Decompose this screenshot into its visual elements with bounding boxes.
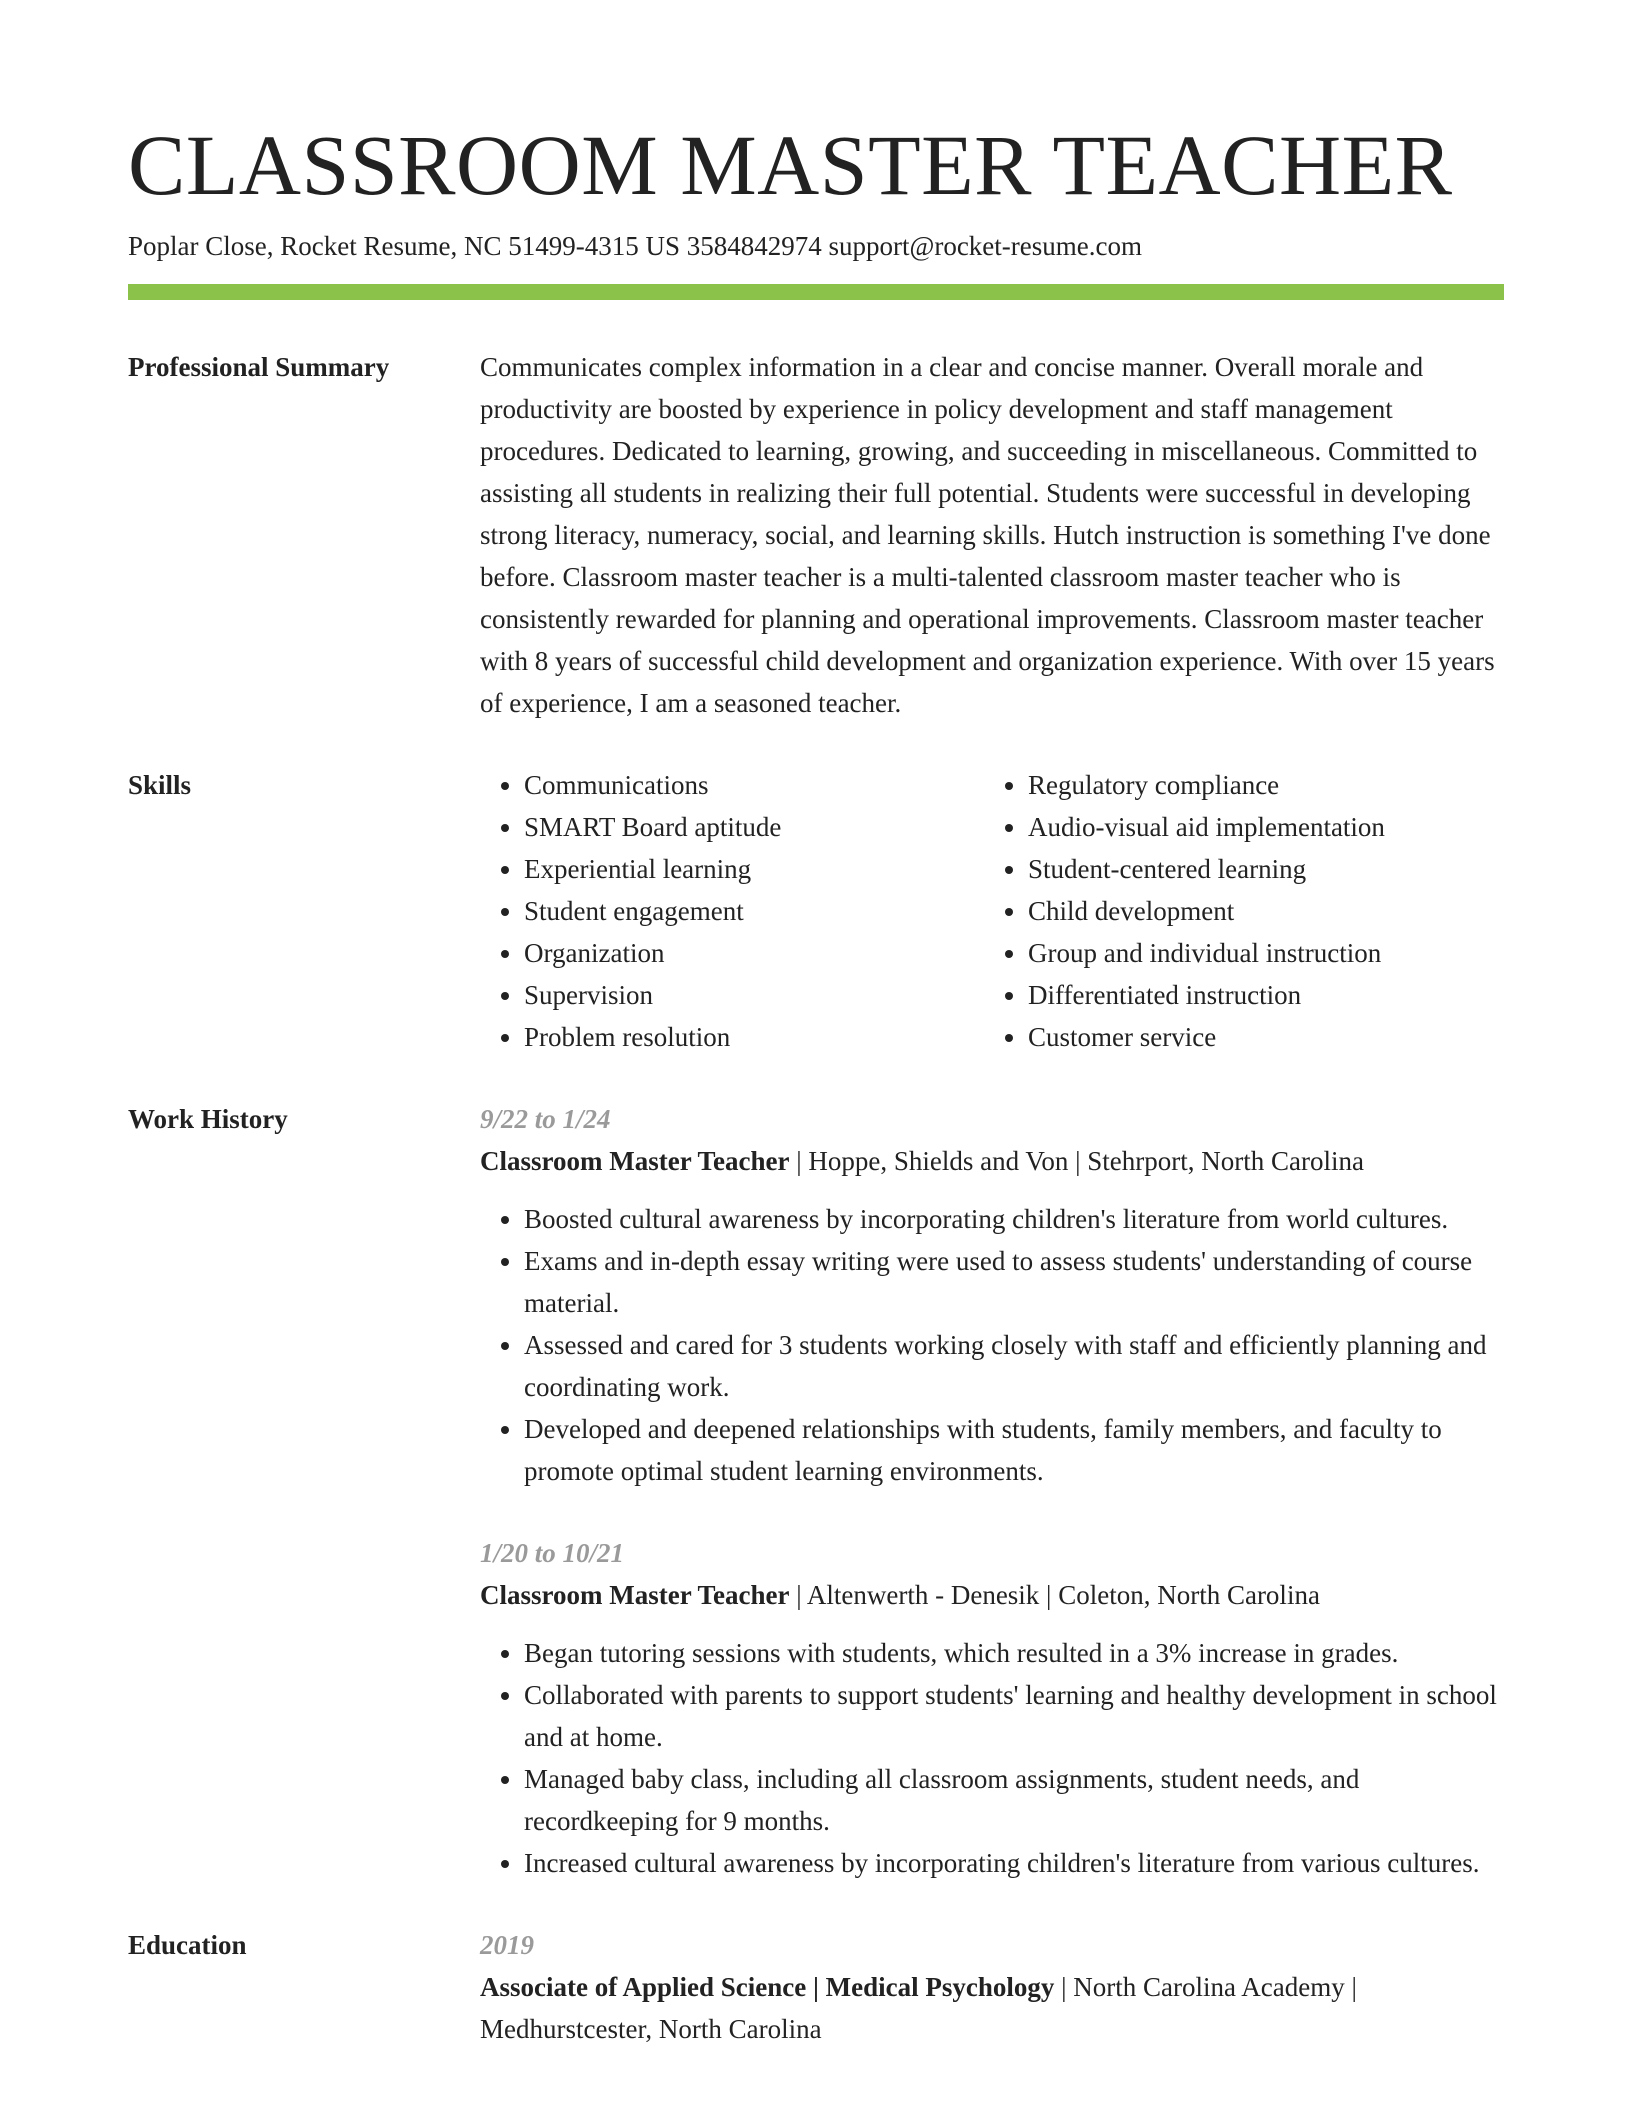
skills-section	[128, 764, 1504, 1058]
summary-text: Communicates complex information in a clear and concise manner. Overall morale and productivity are boosted by experience in policy development and staff management procedures. Dedicated to learning, growing, and succeeding in miscellaneous. Committed to assisting all students in realizing their full potential. Students were successful in developing strong literacy, numeracy, social, and learning skills. Hutch instruction is something I've done before. Classroom master teacher is a multi-talented classroom master teacher who is consistently rewarded for planning and operational improvements. Classroom master teacher with 8 years of successful child development and organization experience. With over 15 years of experience, I am a seasoned teacher.	[480, 351, 1495, 718]
summary-label: Professional Summary	[128, 351, 390, 382]
job-bullets	[480, 1632, 1504, 1884]
work-history-label: Work History	[128, 1103, 288, 1134]
job-employer-location: | Hoppe, Shields and Von | Stehrport, North Carolina	[789, 1145, 1364, 1176]
skill-item: • Child development	[1028, 890, 1488, 932]
skill-item: • Student-centered learning	[1028, 848, 1488, 890]
education-label: Education	[128, 1929, 247, 1960]
job-title: Classroom Master Teacher	[480, 1145, 790, 1176]
skill-item: • Supervision	[524, 974, 984, 1016]
job-bullet: • Boosted cultural awareness by incorporating children's literature from world cultures.	[524, 1198, 1504, 1240]
skills-body	[480, 764, 1504, 1058]
job-bullet: • Exams and in-depth essay writing were used to assess students' understanding of course material.	[524, 1240, 1504, 1324]
job-bullet: • Increased cultural awareness by incorporating children's literature from various cultures.	[524, 1842, 1504, 1884]
skill-item: • Differentiated instruction	[1028, 974, 1488, 1016]
job-title: Classroom Master Teacher	[480, 1579, 790, 1610]
job-role-line	[480, 1574, 1504, 1616]
skill-item: • Experiential learning	[524, 848, 984, 890]
summary-section	[128, 346, 1504, 724]
job-bullets	[480, 1198, 1504, 1492]
job-entry	[480, 1532, 1504, 1884]
job-bullet: • Collaborated with parents to support students' learning and healthy development in school and at home.	[524, 1674, 1504, 1758]
accent-divider	[128, 284, 1504, 300]
job-bullet: • Developed and deepened relationships with students, family members, and faculty to promote optimal student learning environments.	[524, 1408, 1504, 1492]
job-bullet: • Began tutoring sessions with students, which resulted in a 3% increase in grades.	[524, 1632, 1504, 1674]
job-role-line	[480, 1140, 1504, 1182]
skills-label: Skills	[128, 769, 192, 800]
job-bullet: • Managed baby class, including all classroom assignments, student needs, and recordkeeping for 9 months.	[524, 1758, 1504, 1842]
candidate-name: CLASSROOM MASTER TEACHER	[128, 117, 1453, 213]
education-section	[128, 1924, 1504, 2050]
summary-body	[480, 346, 1504, 724]
education-date: 2019	[480, 1929, 534, 1960]
skill-item: • Student engagement	[524, 890, 984, 932]
contact-line: Poplar Close, Rocket Resume, NC 51499-4315 US 3584842974 support@rocket-resume.com	[128, 230, 1142, 261]
job-bullet: • Assessed and cared for 3 students working closely with staff and efficiently planning and coordinating work.	[524, 1324, 1504, 1408]
skill-item: • Communications	[524, 764, 984, 806]
skill-item: • Customer service	[1028, 1016, 1488, 1058]
job-dates: 9/22 to 1/24	[480, 1103, 611, 1134]
education-degree: Associate of Applied Science | Medical Psychology	[480, 1971, 1055, 2002]
job-dates: 1/20 to 10/21	[480, 1537, 625, 1568]
skills-column-1	[480, 764, 984, 1058]
skill-item: • Organization	[524, 932, 984, 974]
skill-item: • Audio-visual aid implementation	[1028, 806, 1488, 848]
job-employer-location: | Altenwerth - Denesik | Coleton, North Carolina	[789, 1579, 1320, 1610]
skill-item: • Problem resolution	[524, 1016, 984, 1058]
skill-item: • Group and individual instruction	[1028, 932, 1488, 974]
education-line	[480, 1966, 1504, 2050]
skill-item: • Regulatory compliance	[1028, 764, 1488, 806]
education-school-location: | North Carolina Academy | Medhurstcester, North Carolina	[480, 1971, 1357, 2044]
education-body	[480, 1924, 1504, 2050]
skill-item: • SMART Board aptitude	[524, 806, 984, 848]
skills-column-2	[984, 764, 1488, 1058]
work-history-section	[128, 1098, 1504, 1884]
work-history-body	[480, 1098, 1504, 1884]
job-entry	[480, 1098, 1504, 1492]
